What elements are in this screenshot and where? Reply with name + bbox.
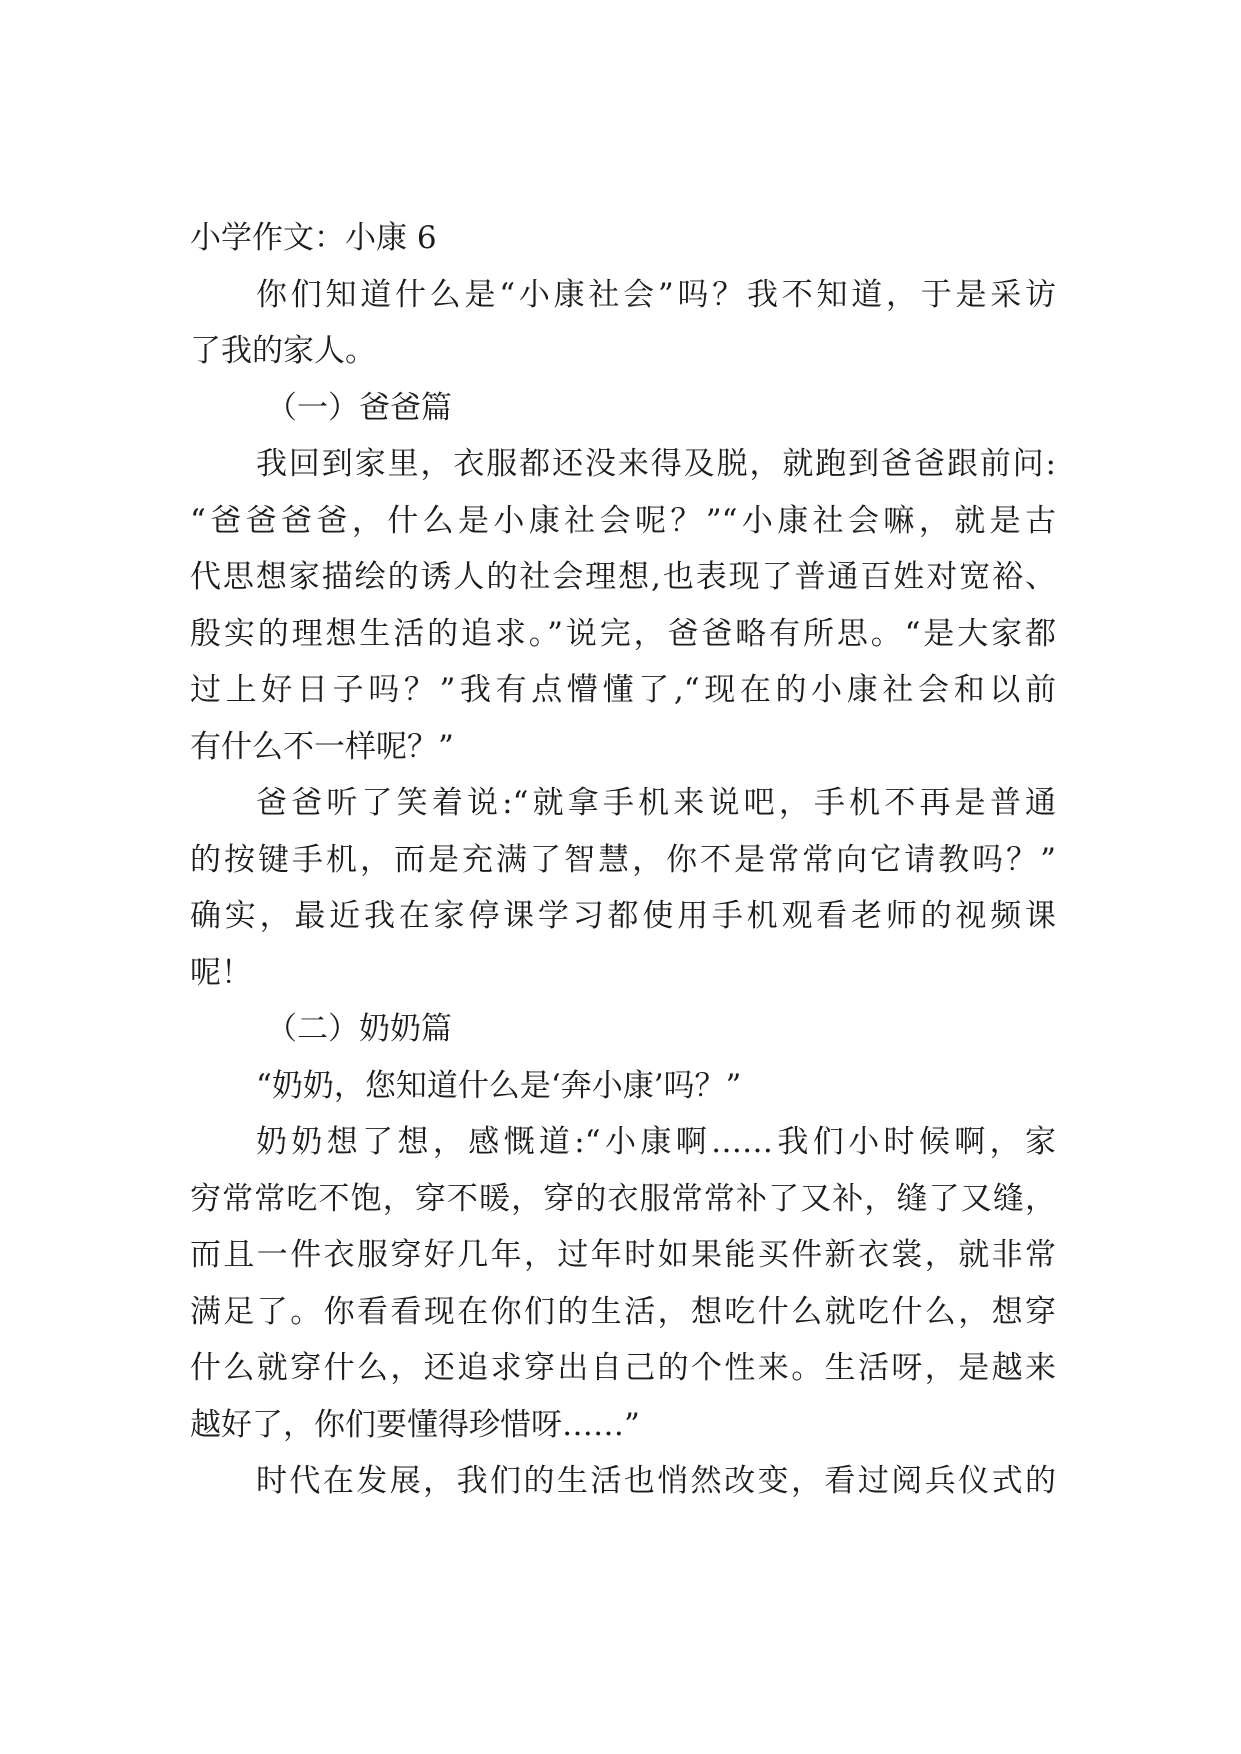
- text-line: 代思想家描绘的诱人的社会理想,也表现了普通百姓对宽裕、: [190, 559, 1056, 595]
- text-line: “爸爸爸爸，什么是小康社会呢？”“小康社会嘛，就是古: [190, 502, 1056, 539]
- text-line: 什么就穿什么，还追求穿出自己的个性来。生活呀，是越来: [190, 1350, 1056, 1386]
- text-line: 过上好日子吗？”我有点懵懂了,“现在的小康社会和以前: [190, 672, 1056, 708]
- text-line: 越好了，你们要懂得珍惜呀……”: [190, 1406, 640, 1443]
- text-line: 的按键手机，而是充满了智慧，你不是常常向它请教吗？”: [190, 841, 1056, 878]
- document-body: [190, 267, 1056, 1510]
- text-line: 爸爸听了笑着说:“就拿手机来说吧，手机不再是普通: [256, 785, 1056, 821]
- text-line: 满足了。你看看现在你们的生活，想吃什么就吃什么，想穿: [190, 1293, 1056, 1330]
- text-line: 奶奶想了想，感慨道:“小康啊……我们小时候啊，家: [256, 1124, 1056, 1160]
- text-line: （二）奶奶篇: [266, 1011, 452, 1047]
- text-line: 你们知道什么是“小康社会”吗？我不知道，于是采访: [256, 276, 1056, 313]
- text-line: （一）爸爸篇: [266, 389, 452, 426]
- text-line: 殷实的理想生活的追求。”说完，爸爸略有所思。“是大家都: [190, 615, 1056, 652]
- text-line: 呢！: [190, 954, 252, 991]
- document-title: 小学作文：小康 6: [190, 220, 437, 256]
- text-line: 时代在发展，我们的生活也悄然改变，看过阅兵仪式的: [256, 1463, 1056, 1499]
- text-line: 了我的家人。: [190, 333, 376, 369]
- text-line: 确实，最近我在家停课学习都使用手机观看老师的视频课: [190, 898, 1056, 934]
- text-line: 我回到家里，衣服都还没来得及脱，就跑到爸爸跟前问:: [256, 446, 1056, 482]
- text-line: 而且一件衣服穿好几年，过年时如果能买件新衣裳，就非常: [190, 1237, 1056, 1273]
- text-line: 有什么不一样呢？”: [190, 728, 454, 765]
- text-line: 穷常常吃不饱，穿不暖，穿的衣服常常补了又补，缝了又缝，: [190, 1180, 1056, 1217]
- document-page: [190, 210, 1056, 1510]
- text-line: “奶奶，您知道什么是‘奔小康’吗？”: [256, 1067, 742, 1104]
